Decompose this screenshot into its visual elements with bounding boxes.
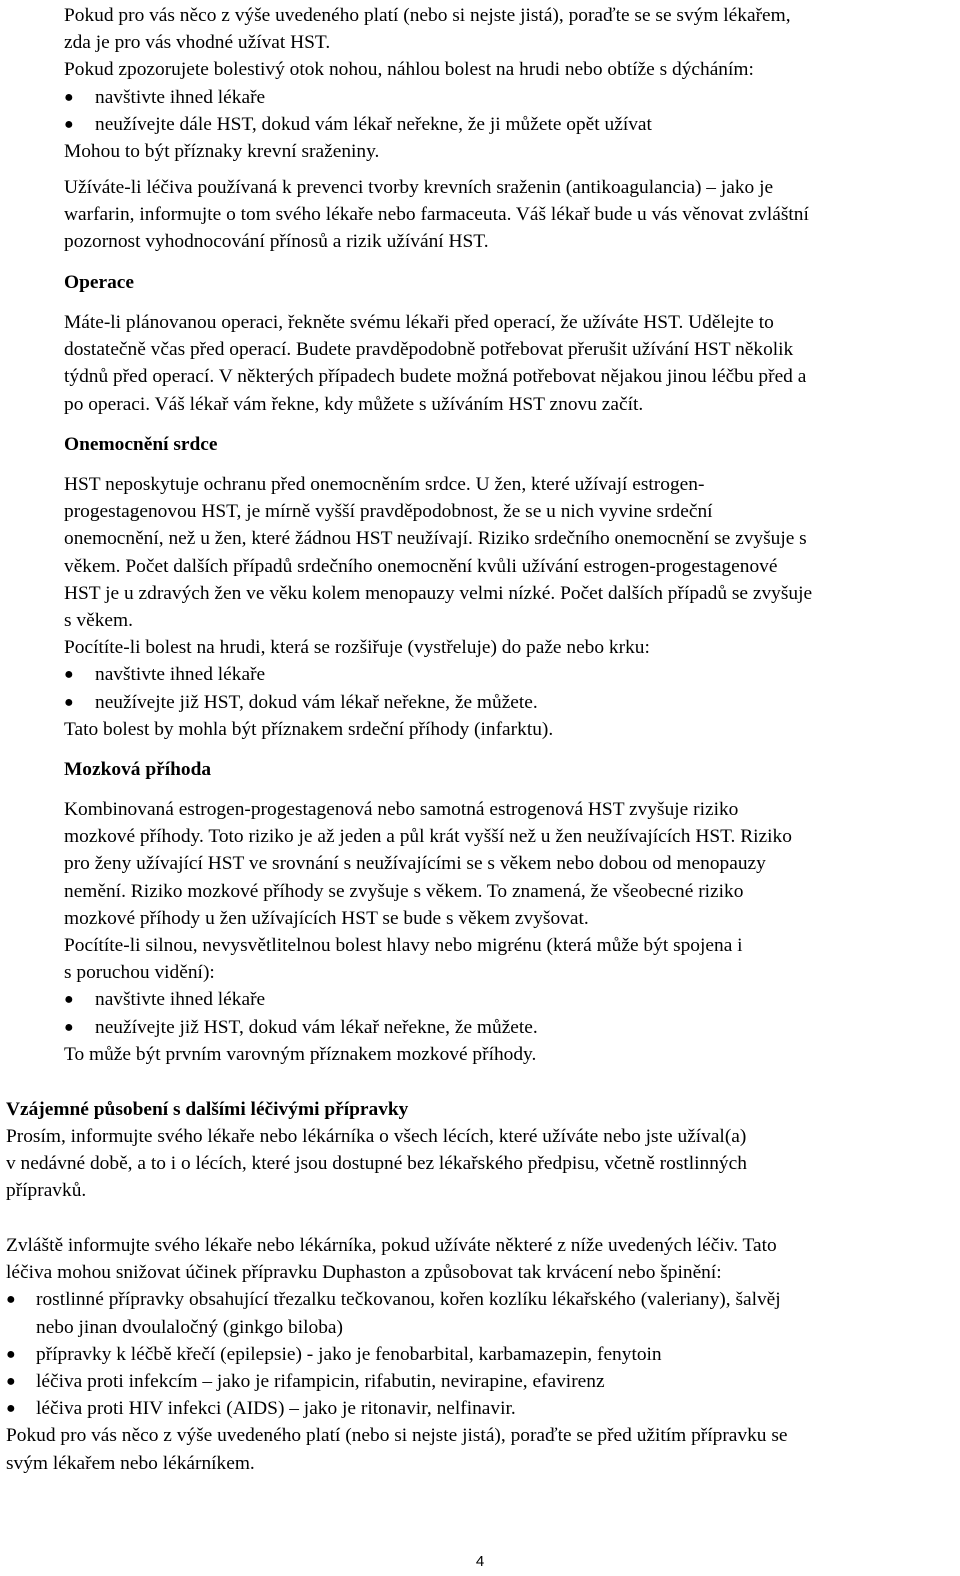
text-line: Pokud zpozorujete bolestivý otok nohou, náhlou bolest na hrudi nebo obtíže s dýcháním:: [64, 59, 754, 81]
text-line: dostatečně včas před operací. Budete pravděpodobně potřebovat přerušit užívání HST několik: [64, 339, 794, 361]
text-line: nemění. Riziko mozkové příhody se zvyšuje s věkem. To znamená, že všeobecné riziko: [64, 880, 744, 902]
text-line: léčiva mohou snižovat účinek přípravku Duphaston a způsobovat tak krvácení nebo špinění:: [6, 1262, 722, 1284]
list-item: [64, 84, 944, 111]
list-item-text: léčiva proti infekcím – jako je rifampicin, rifabutin, nevirapine, efavirenz: [36, 1371, 605, 1393]
text-line: warfarin, informujte o tom svého lékaře nebo farmaceuta. Váš lékař bude u vás věnovat zvláštní: [64, 204, 809, 226]
text-line: svým lékařem nebo lékárníkem.: [6, 1452, 255, 1474]
operace-block: [64, 309, 944, 418]
text-line: Pocítíte-li bolest na hrudi, která se rozšiřuje (vystřeluje) do paže nebo krku:: [64, 637, 650, 659]
text-line: Užíváte-li léčiva používaná k prevenci tvorby krevních sraženin (antikoagulancia) – jako je: [64, 177, 774, 198]
section-heading-operace: Operace: [64, 272, 134, 293]
text-line: HST neposkytuje ochranu před onemocněním srdce. U žen, které užívají estrogen-: [64, 474, 705, 495]
section-heading-srdce: Onemocnění srdce: [64, 434, 218, 455]
text-line: pozornost vyhodnocování přínosů a rizik užívání HST.: [64, 231, 489, 253]
list-item-text: léčiva proti HIV infekci (AIDS) – jako je ritonavir, nelfinavir.: [36, 1398, 516, 1420]
list-item-text: neužívejte již HST, dokud vám lékař neřekne, že můžete.: [95, 1016, 538, 1038]
list-item-text: navštivte ihned lékaře: [95, 664, 266, 686]
bullet-icon: ●: [6, 1291, 16, 1309]
text-line: progestagenovou HST, je mírně vyšší pravděpodobnost, že se u nich vyvine srdeční: [64, 501, 713, 523]
text-line: po operaci. Váš lékař vám řekne, kdy můžete s užíváním HST znovu začít.: [64, 393, 644, 415]
text-line: Pokud pro vás něco z výše uvedeného platí (nebo si nejste jistá), poraďte se se svým lékařem,: [64, 5, 791, 26]
list-item: [64, 986, 944, 1013]
list-item-text: navštivte ihned lékaře: [95, 989, 266, 1011]
list-item-text: neužívejte dále HST, dokud vám lékař neřekne, že ji můžete opět užívat: [95, 113, 652, 135]
text-line: Pocítíte-li silnou, nevysvětlitelnou bolest hlavy nebo migrénu (která může být spojena i: [64, 935, 743, 957]
bullet-icon: ●: [6, 1373, 16, 1391]
section-heading-mozkova: Mozková příhoda: [64, 759, 212, 780]
intro-block: [64, 2, 944, 165]
text-line: onemocnění, než u žen, které žádnou HST neužívají. Riziko srdečního onemocnění se zvyšuje s: [64, 528, 807, 550]
bullet-icon: ●: [64, 693, 74, 711]
text-line: zda je pro vás vhodné užívat HST.: [64, 32, 331, 54]
text-line: Prosím, informujte svého lékaře nebo lékárníka o všech lécích, které užíváte nebo jste užíval(a): [6, 1126, 747, 1147]
text-line: Pokud pro vás něco z výše uvedeného platí (nebo si nejste jistá), poraďte se před užitím přípravku se: [6, 1425, 788, 1447]
list-item-continuation: [6, 1314, 946, 1341]
list-item: [64, 689, 944, 716]
list-item: [6, 1286, 946, 1313]
list-item: [6, 1368, 946, 1395]
section-heading-interactions: Vzájemné působení s dalšími léčivými přípravky: [6, 1099, 409, 1120]
list-item: [64, 661, 944, 688]
text-line: v nedávné době, a to i o lécích, které jsou dostupné bez lékařského předpisu, včetně rostlinných: [6, 1153, 747, 1175]
bullet-icon: ●: [6, 1345, 16, 1363]
text-line: Tato bolest by mohla být příznakem srdeční příhody (infarktu).: [64, 718, 554, 740]
bullet-icon: ●: [6, 1400, 16, 1418]
text-line: HST je u zdravých žen ve věku kolem menopauzy velmi nízké. Počet dalších případů se zvyšuje: [64, 582, 813, 604]
bullet-icon: ●: [64, 1018, 74, 1036]
text-line: věkem. Počet dalších případů srdečního onemocnění kvůli užívání estrogen-progestagenové: [64, 555, 778, 577]
text-line: mozkové příhody u žen užívajících HST se bude s věkem zvyšovat.: [64, 907, 589, 929]
list-item-text: navštivte ihned lékaře: [95, 86, 266, 108]
bullet-icon: ●: [64, 88, 74, 106]
list-item-text: přípravky k léčbě křečí (epilepsie) - jako je fenobarbital, karbamazepin, fenytoin: [36, 1343, 662, 1365]
srdce-block: [64, 471, 944, 743]
list-item: [64, 111, 944, 138]
text-line: Zvláště informujte svého lékaře nebo lékárníka, pokud užíváte některé z níže uvedených léčiv. Tato: [6, 1235, 777, 1256]
text-line: Máte-li plánovanou operaci, řekněte svému lékaři před operací, že užíváte HST. Udělejte to: [64, 312, 774, 333]
text-line: s věkem.: [64, 610, 133, 632]
text-line: To může být prvním varovným příznakem mozkové příhody.: [64, 1043, 537, 1065]
list-item-text: nebo jinan dvoulaločný (ginkgo biloba): [36, 1316, 343, 1338]
bullet-icon: ●: [64, 115, 74, 133]
anticoagulant-block: [64, 174, 944, 256]
bullet-icon: ●: [64, 666, 74, 684]
text-line: s poruchou vidění):: [64, 962, 215, 984]
text-line: Kombinovaná estrogen-progestagenová nebo samotná estrogenová HST zvyšuje riziko: [64, 799, 739, 820]
mozkova-block: [64, 796, 944, 1068]
bullet-icon: ●: [64, 991, 74, 1009]
text-line: Mohou to být příznaky krevní sraženiny.: [64, 141, 380, 163]
text-line: pro ženy užívající HST ve srovnání s neužívajícími se s věkem nebo dobou od menopauzy: [64, 853, 766, 875]
text-line: mozkové příhody. Toto riziko je až jeden a půl krát vyšší než u žen neužívajících HST. Riziko: [64, 826, 792, 848]
text-line: přípravků.: [6, 1180, 87, 1202]
interactions-intro: [6, 1123, 946, 1205]
list-item: [6, 1395, 946, 1422]
page-number: 4: [475, 1553, 485, 1570]
list-item: [64, 1014, 944, 1041]
list-item: [6, 1341, 946, 1368]
list-item-text: rostlinné přípravky obsahující třezalku tečkovanou, kořen kozlíku lékařského (valeriany), šalvěj: [36, 1289, 781, 1311]
interactions-block: [6, 1232, 946, 1477]
text-line: týdnů před operací. V některých případech budete možná potřebovat nějakou jinou léčbu před a: [64, 366, 807, 388]
list-item-text: neužívejte již HST, dokud vám lékař neřekne, že můžete.: [95, 691, 538, 713]
